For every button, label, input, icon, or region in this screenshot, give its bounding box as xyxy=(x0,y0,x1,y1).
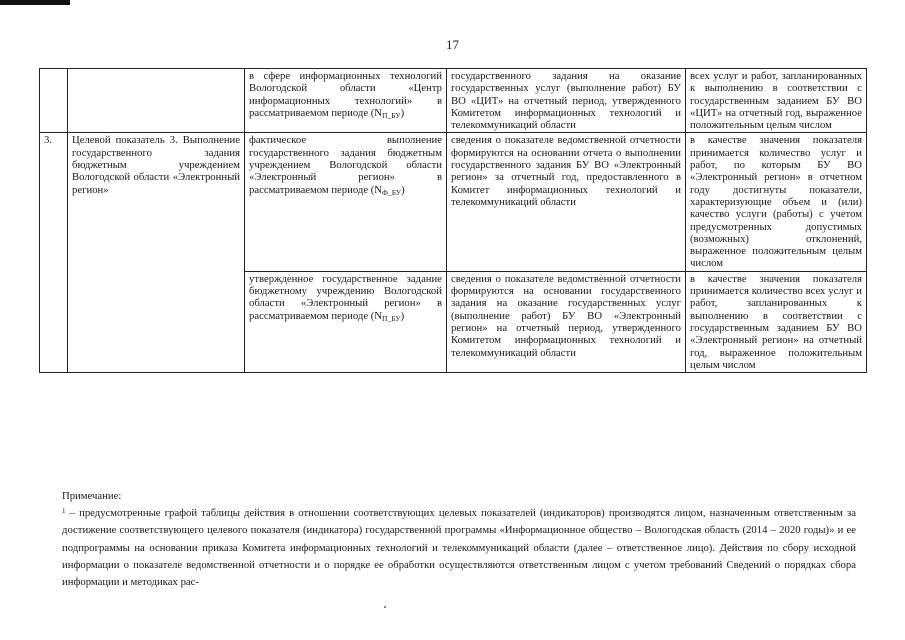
text-end: ) xyxy=(400,106,405,119)
footnote-mark: 1 xyxy=(62,507,66,516)
cell-planned-basic-indicator xyxy=(245,271,447,372)
notes-section xyxy=(62,488,856,591)
page-number: 17 xyxy=(446,37,459,52)
text: в сфере информационных технологий Вологодской области «Центр информационных технологий» в рассматриваемом периоде (N xyxy=(249,70,442,119)
cell-actual-basic-indicator xyxy=(245,133,447,271)
indicators-table xyxy=(39,68,867,373)
table-row-indicator-3-actual xyxy=(40,133,867,271)
footnote-body: – предусмотренные графой таблицы действия в отношении соответствующих целевых показателей (индикаторов) производятся лицом, назначенным ответственным за достижение соответствующего целевого показателя (индикатора) государственной программы «Информационное общество – Вологодская область (2014 – 2020 годы)» и ее подпрограммы на основании приказа Комитета информационных технологий и телекоммуникаций области (далее – ответственное лицо). Действия по сбору исходной информации о показателе ведомственной отчетности и о порядке ее обработки осуществляются ответственным лицом с учетом требований Сведений о порядках сбора информации и методиках рас- xyxy=(62,507,856,589)
cell-indicator-name: Целевой показатель 3. Выполнение государственного задания бюджетным учреждением Вологодской области «Электронный регион» xyxy=(68,133,245,373)
cell-continued-calculation: всех услуг и работ, запланированных к выполнению в соответствии с государственным заданием БУ ВО «ЦИТ» на отчетный год, выраженное положительным целым числом xyxy=(686,69,867,133)
scan-speck xyxy=(384,606,386,608)
scan-edge-mark xyxy=(0,0,70,5)
subscript: П_БУ xyxy=(382,110,401,120)
cell-row-number: 3. xyxy=(40,133,68,373)
cell-indicator-empty xyxy=(68,69,245,133)
cell-continued-source: государственного задания на оказание государственных услуг (выполнение работ) БУ ВО «ЦИТ» на отчетный период, утвержденного Комитетом информационных технологий и телекоммуникаций области xyxy=(447,69,686,133)
cell-continued-basic-indicator xyxy=(245,69,447,133)
subscript: Ф_БУ xyxy=(382,187,402,197)
cell-number-empty xyxy=(40,69,68,133)
text-end: ) xyxy=(401,183,405,196)
cell-planned-source: сведения о показателе ведомственной отчетности формируются на основании государственного задания на оказание государственных услуг (выполнение работ) БУ ВО «Электронный регион» на отчетный период, утвержденного Комитетом информационных технологий и телекоммуникаций области xyxy=(447,271,686,372)
table-row-continued xyxy=(40,69,867,133)
text: фактическое выполнение государственного задания бюджетным учреждением Вологодской области «Электронный регион» в рассматриваемом периоде (N xyxy=(249,134,442,196)
cell-planned-calculation: в качестве значения показателя принимается количество всех услуг и работ, запланированных к выполнению в соответствии с государственным заданием БУ ВО «Электронный регион» на отчетный год, выраженное положительным целым числом xyxy=(686,271,867,372)
cell-actual-calculation: в качестве значения показателя принимается количество услуг и работ, по которым БУ ВО «Электронный регион» в отчетном году достигнуты показатели, характеризующие объем и (или) качество услуги (работы) с учетом предусмотренных допустимых (возможных) отклонений, выраженное положительным целым числом xyxy=(686,133,867,271)
footnote-text xyxy=(62,505,856,591)
notes-heading: Примечание: xyxy=(62,490,122,502)
text: утвержденное государственное задание бюджетному учреждению Вологодской области «Электронный регион» в рассматриваемом периоде (N xyxy=(249,272,442,322)
cell-actual-source: сведения о показателе ведомственной отчетности формируются на основании отчета о выполнении государственного задания БУ ВО «Электронный регион» за отчетный год, предоставленного в Комитет информационных технологий и телекоммуникаций области xyxy=(447,133,686,271)
text-end: ) xyxy=(400,309,405,322)
subscript: П_БУ xyxy=(382,313,401,323)
